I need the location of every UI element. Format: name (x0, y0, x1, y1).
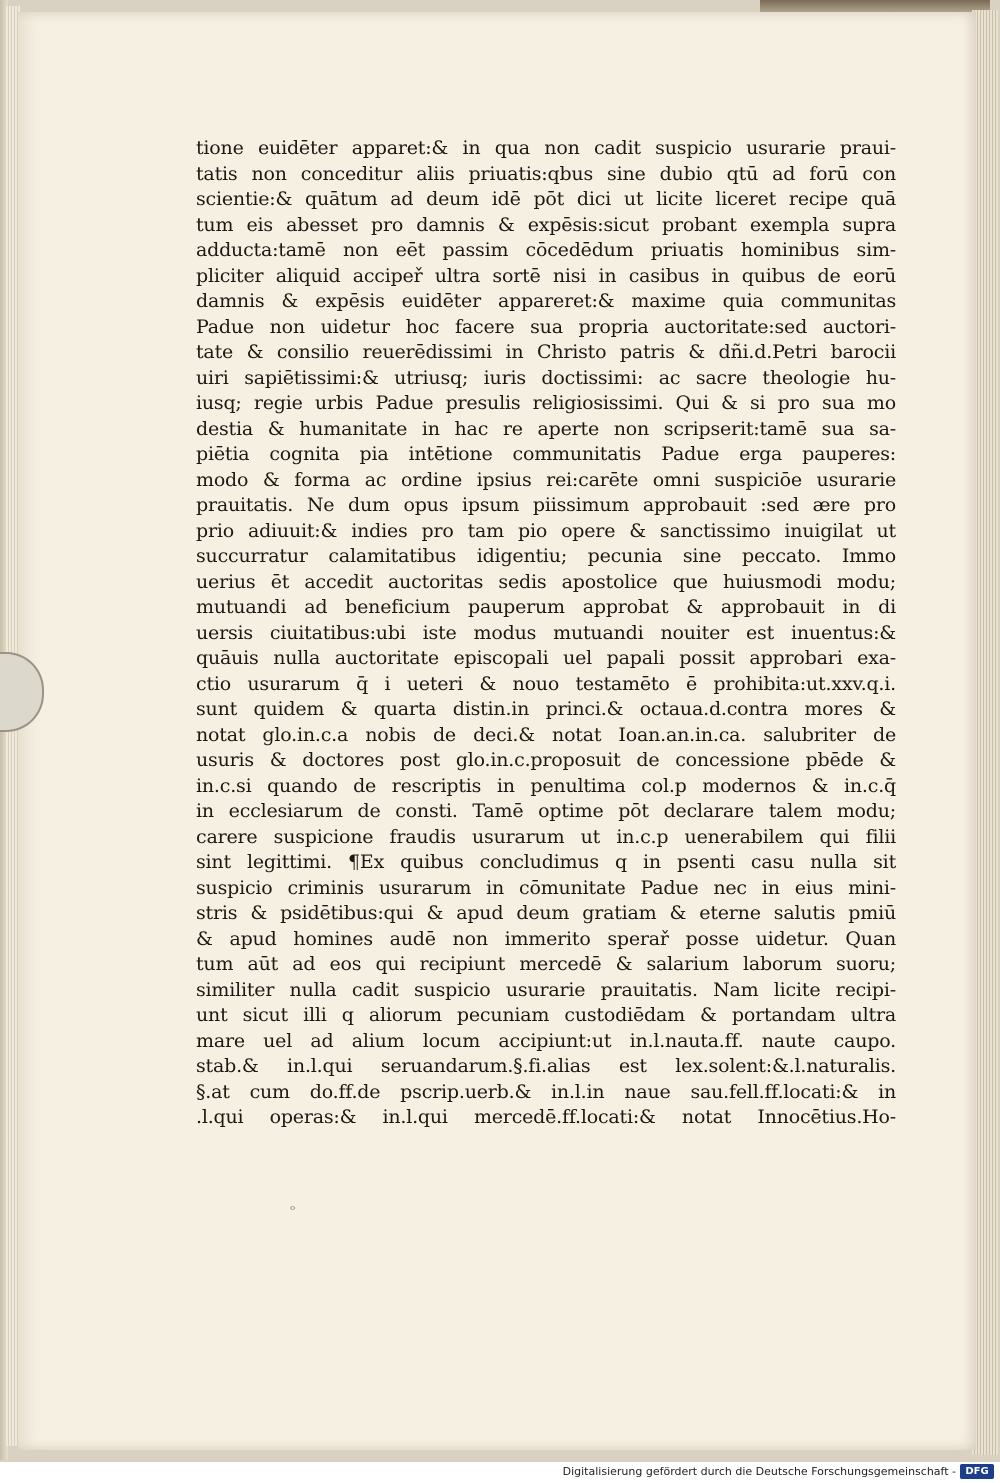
text-line: modo & forma ac ordine ipsius rei:carēte omni suspiciōe usurarie (196, 468, 896, 491)
text-line: Padue non uidetur hoc facere sua propria auctoritate:sed auctori- (196, 315, 896, 338)
text-line: uerius ēt accedit auctoritas sedis apostolice que huiusmodi modu; (196, 570, 896, 593)
text-line: ctio usurarum q̄ i ueteri & nouo testamēto ē prohibita:ut.xxv.q.i. (196, 672, 896, 695)
text-line: piētia cognita pia intētione communitatis Padue erga pauperes: (196, 443, 896, 465)
text-line: sunt quidem & quarta distin.in princi.& octaua.d.contra mores & (196, 698, 896, 720)
text-line: mutuandi ad beneficium pauperum approbat & approbauit in di (196, 596, 896, 618)
text-line: pliciter aliquid accipeř ultra sortē nisi in casibus in quibus de eorū (196, 264, 896, 287)
text-line: in.c.si quando de rescriptis in penultima col.p modernos & in.c.q̄ (196, 774, 896, 797)
text-line: similiter nulla cadit suspicio usurarie prauitatis. Nam licite recipi- (196, 978, 896, 1001)
text-line: scientie:& quātum ad deum idē pōt dici ut licite liceret recipe quā (196, 188, 896, 210)
text-line: carere suspicione fraudis usurarum ut in.c.p uenerabilem qui filii (196, 825, 896, 848)
text-line: uiri sapiētissimi:& utriusq; iuris doctissimi: ac sacre theologie hu- (196, 366, 896, 389)
text-line: prio adiuuit:& indies pro tam pio opere & sanctissimo inuigilat ut (196, 519, 896, 542)
text-line: suspicio criminis usurarum in cōmunitate Padue nec in eius mini- (196, 876, 896, 899)
text-line: iusq; regie urbis Padue presulis religiosissimi. Qui & si pro sua mo (196, 392, 896, 414)
text-line: tatis non conceditur aliis priuatis:qbus sine dubio qtū ad forū con (196, 162, 896, 185)
text-line: notat glo.in.c.a nobis de deci.& notat Ioan.an.in.ca. salubriter de (196, 723, 896, 746)
text-line: usuris & doctores post glo.in.c.proposuit de concessione pbēde & (196, 749, 896, 771)
text-line: in ecclesiarum de consti. Tamē optime pōt declarare talem modu; (196, 800, 896, 822)
ink-mark: ₒ (290, 1198, 296, 1214)
text-line: uersis ciuitatibus:ubi iste modus mutuandi nouiter est inuentus:& (196, 621, 896, 644)
text-line: tum eis abesset pro damnis & expēsis:sicut probant exempla supra (196, 213, 896, 236)
text-line: damnis & expēsis euidēter appareret:& maxime quia communitas (196, 290, 896, 312)
text-line: stris & psidētibus:qui & apud deum gratiam & eterne salutis pmiū (196, 902, 896, 924)
text-line: & apud homines audē non immerito sperař posse uidetur. Quan (196, 927, 896, 950)
text-line: unt sicut illi q aliorum pecuniam custodiēdam & portandam ultra (196, 1004, 896, 1026)
text-line: sint legittimi. ¶Ex quibus concludimus q in psenti casu nulla sit (196, 851, 896, 873)
text-block (196, 136, 896, 1131)
text-line: quāuis nulla auctoritate episcopali uel papali possit approbari exa- (196, 647, 896, 669)
text-line: tum aūt ad eos qui recipiunt mercedē & salarium laborum suoru; (196, 953, 896, 975)
text-line: tione euidēter apparet:& in qua non cadit suspicio usurarie praui- (196, 137, 896, 159)
text-line: .l.qui operas:& in.l.qui mercedē.ff.locati:& notat Innocētius.Ho- (196, 1106, 896, 1128)
text-line: mare uel ad alium locum accipiunt:ut in.l.nauta.ff. naute caupo. (196, 1029, 896, 1052)
text-line: adducta:tamē non eēt passim cōcedēdum priuatis hominibus sim- (196, 239, 896, 261)
text-line: destia & humanitate in hac re aperte non scripserit:tamē sua sa- (196, 417, 896, 440)
text-line: prauitatis. Ne dum opus ipsum piissimum approbauit :sed ære pro (196, 494, 896, 516)
text-line: stab.& in.l.qui seruandarum.§.fi.alias est lex.solent:&.l.naturalis. (196, 1055, 896, 1077)
text-line: succurratur calamitatibus idigentiu; pecunia sine peccato. Immo (196, 545, 896, 567)
text-line: §.at cum do.ff.de pscrip.uerb.& in.l.in naue sau.fell.ff.locati:& in (196, 1080, 896, 1103)
footer-credit: Digitalisierung gefördert durch die Deutsche Forschungsgemeinschaft - (562, 1465, 956, 1478)
dfg-logo: DFG (960, 1464, 994, 1479)
text-line: tate & consilio reuerēdissimi in Christo patris & dñi.d.Petri barocii (196, 341, 896, 363)
